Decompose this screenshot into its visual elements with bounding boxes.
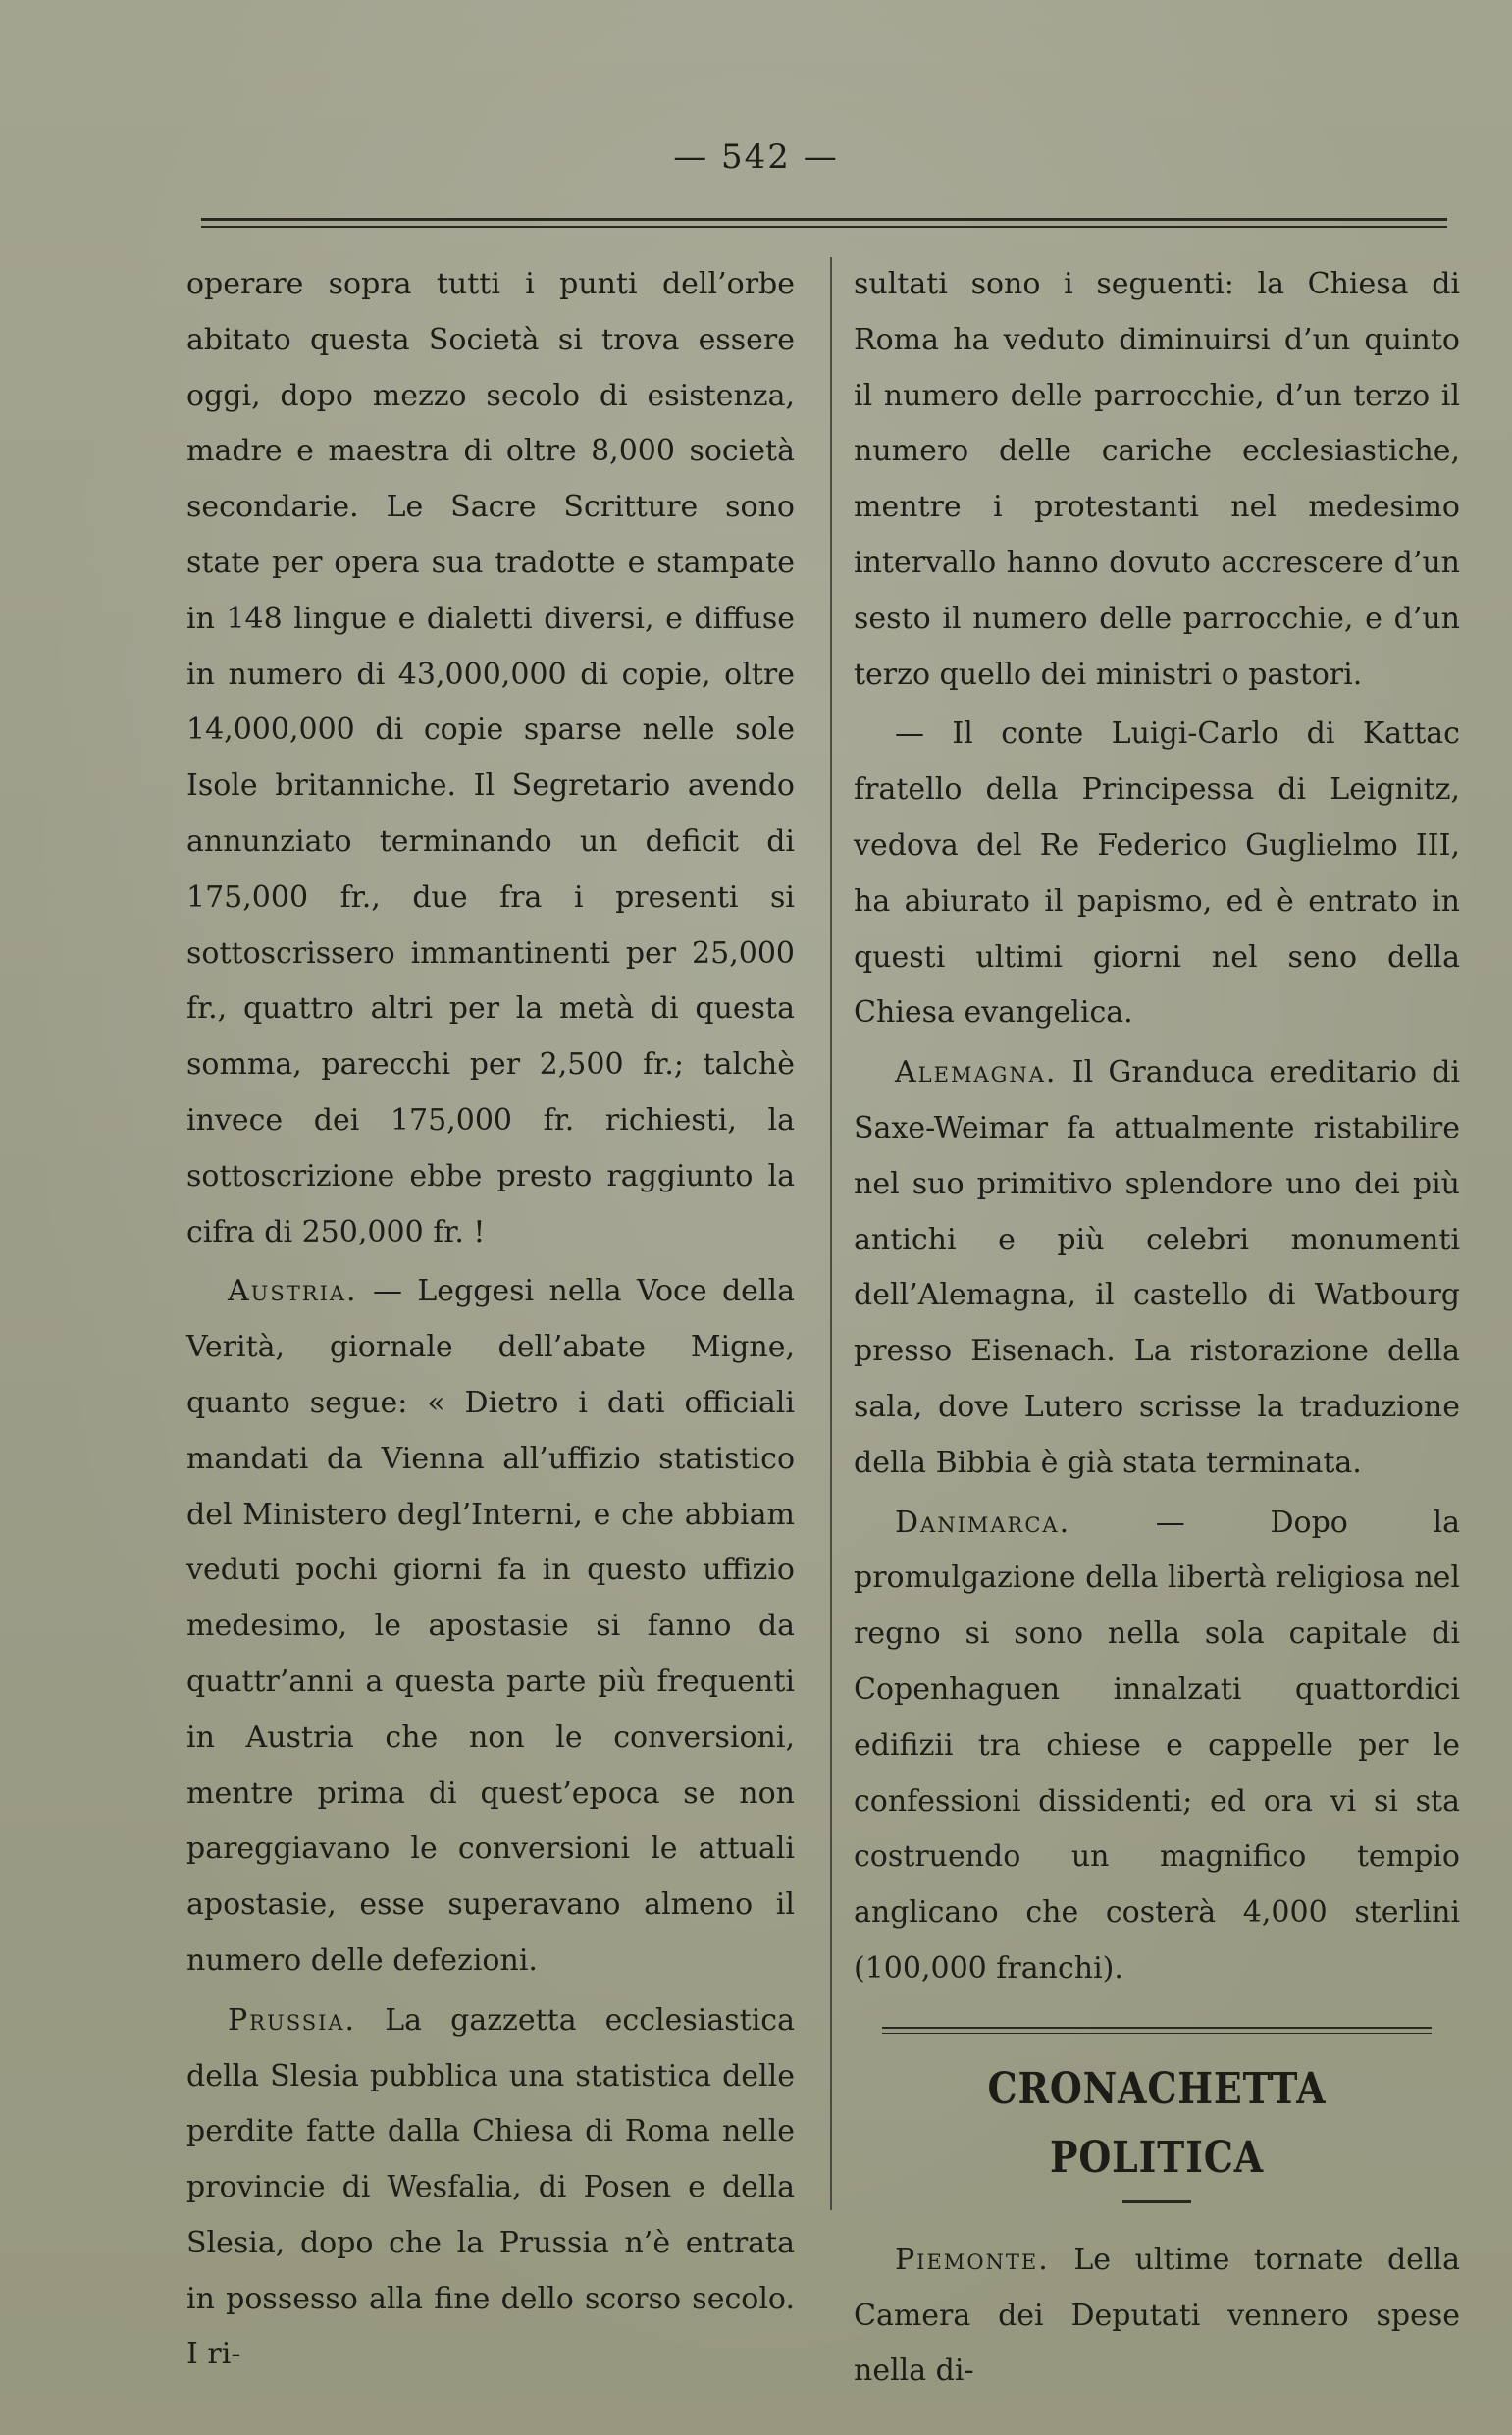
paragraph-danimarca: [854, 1496, 1460, 1997]
left-column: [186, 257, 795, 2387]
paragraph-text: Il Granduca ereditario di Saxe-Weimar fa attualmente ristabilire nel suo primitivo splendore uno dei più antichi e più celebri monumenti dell’Alemagna, il castello di Watbourg presso Eisenach. La ristorazione della sala, dove Lutero scrisse la traduzione della Bibbia è già stata terminata.: [854, 1055, 1460, 1480]
paragraph-austria: [186, 1264, 795, 1988]
page-number: — 542 —: [673, 137, 839, 177]
paragraph-prussia-results: [854, 257, 1460, 703]
paragraph-text: sultati sono i seguenti: la Chiesa di Roma ha veduto diminuirsi d’un quinto il numero delle parrocchie, d’un terzo il numero delle cariche ecclesiastiche, mentre i protestanti nel medesimo intervallo hanno dovuto accrescere d’un sesto il numero delle parrocchie, e d’un terzo quello dei ministri o pastori.: [854, 267, 1460, 692]
section-rule: [882, 2027, 1432, 2034]
paragraph-text: Le ultime tornate della Camera dei Deputati vennero spese nella di-: [854, 2242, 1460, 2389]
section-lead-alemagna: Alemagna.: [895, 1055, 1058, 1090]
paragraph-alemagna: [854, 1045, 1460, 1491]
paragraph-text: — Dopo la promulgazione della libertà religiosa nel regno si sono nella sola capitale di Copenhaguen innalzati quattordici edifizii tra chiese e cappelle per le confessioni dissidenti; ed ora vi si sta costruendo un magnifico tempio anglicano che costerà 4,000 sterlini (100,000 franchi).: [854, 1505, 1460, 1985]
column-divider: [830, 257, 832, 2210]
paragraph-prussia: [186, 1993, 795, 2384]
heading-underline: [1122, 2200, 1191, 2203]
header-rule: [201, 218, 1447, 228]
paragraph-piemonte: [854, 2233, 1460, 2400]
right-column: [854, 257, 1460, 2404]
paragraph-society: [186, 257, 795, 1260]
section-lead-danimarca: Danimarca.: [895, 1505, 1071, 1540]
paragraph-text: — Il conte Luigi-Carlo di Kattac fratello della Principessa di Leignitz, vedova del Re Federico Guglielmo III, ha abiurato il papismo, ed è entrato in questi ultimi giorni nel seno della Chiesa evangelica.: [854, 716, 1460, 1031]
section-heading: CRONACHETTA POLITICA: [987, 2063, 1327, 2183]
section-lead-piemonte: Piemonte.: [895, 2242, 1050, 2277]
paragraph-text: operare sopra tutti i punti dell’orbe abitato questa Società si trova essere oggi, dopo mezzo secolo di esistenza, madre e maestra di oltre 8,000 società secondarie. Le Sacre Scritture sono state per opera sua tradotte e stampate in 148 lingue e dialetti diversi, e diffuse in numero di 43,000,000 di copie, oltre 14,000,000 di copie sparse nelle sole Isole britanniche. Il Segretario avendo annunziato terminando un deficit di 175,000 fr., due fra i presenti si sottoscrissero immantinenti per 25,000 fr., quattro altri per la metà di questa somma, parecchi per 2,500 fr.; talchè invece dei 175,000 fr. richiesti, la sottoscrizione ebbe presto raggiunto la cifra di 250,000 fr. !: [186, 267, 795, 1249]
paragraph-text: La gazzetta ecclesiastica della Slesia pubblica una statistica delle perdite fatte dalla Chiesa di Roma nelle provincie di Wesfalia, di Posen e della Slesia, dopo che la Prussia n’è entrata in possesso alla fine dello scorso secolo. I ri-: [186, 2002, 795, 2372]
section-lead-austria: Austria.: [228, 1274, 358, 1309]
paragraph-text: — Leggesi nella Voce della Verità, giornale dell’abate Migne, quanto segue: « Dietro i dati officiali mandati da Vienna all’uffizio statistico del Ministero degl’Interni, e che abbiam veduti pochi giorni fa in questo uffizio medesimo, le apostasie si fanno da quattr’anni a questa parte più frequenti in Austria che non le conversioni, mentre prima di quest’epoca se non pareggiavano le conversioni le attuali apostasie, esse superavano almeno il numero delle defezioni.: [186, 1274, 795, 1978]
paragraph-count-kattac: [854, 707, 1460, 1041]
section-lead-prussia: Prussia.: [228, 2002, 357, 2038]
